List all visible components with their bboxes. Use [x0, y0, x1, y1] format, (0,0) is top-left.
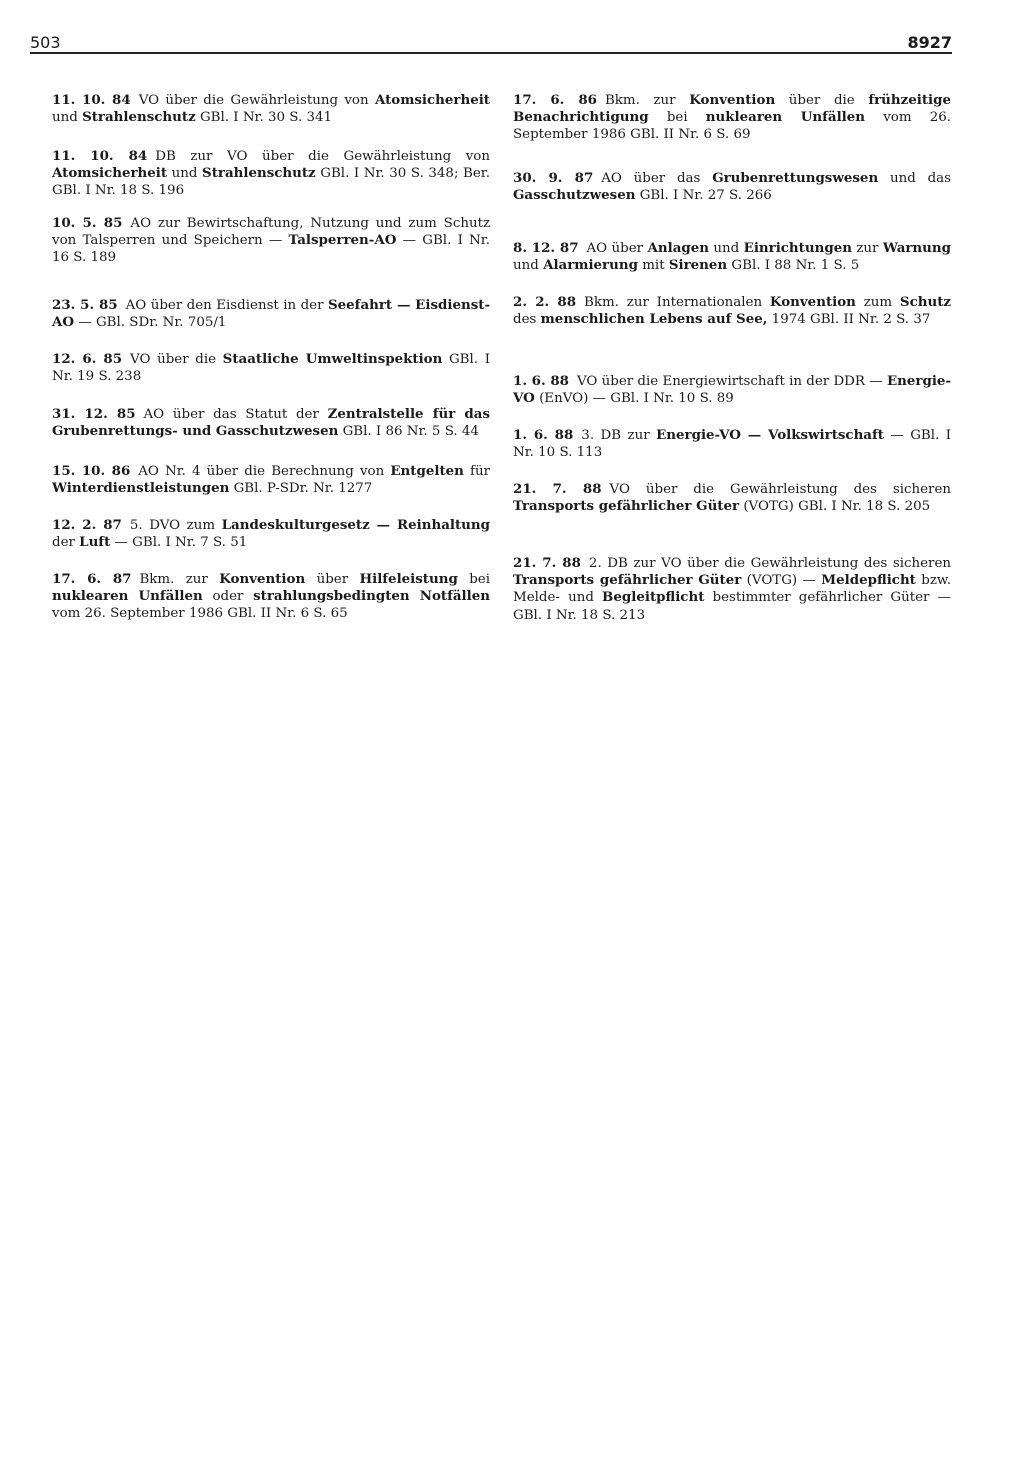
- entry: [513, 170, 951, 204]
- entry-text: (VOTG) —: [741, 573, 822, 589]
- entry-text: (EnVO) — GBl. I Nr. 10 S. 89: [534, 391, 734, 407]
- entry-date: 2. 2. 88: [513, 294, 577, 310]
- entry-text: zum: [855, 295, 900, 310]
- entry-text: VO über die: [130, 352, 223, 367]
- entry: [513, 481, 951, 515]
- entry-text: — GBl. I Nr. 7 S. 51: [110, 535, 248, 551]
- entry-text: Bkm. zur: [139, 572, 220, 587]
- entry-keyword: Energie-VO: [513, 373, 951, 407]
- entry-keyword: Warnung: [882, 240, 952, 256]
- entry-date: 23. 5. 85: [52, 297, 118, 313]
- entry: [52, 92, 490, 126]
- entry-keyword: Landeskulturgesetz — Reinhaltung: [221, 517, 490, 533]
- entry-text: oder: [202, 589, 254, 605]
- entry: [52, 215, 490, 267]
- entry-text: VO über die Gewährleistung des sicheren: [609, 482, 951, 497]
- entry-keyword: Meldepflicht: [821, 572, 916, 589]
- entry-keyword: Schutz: [899, 294, 951, 310]
- entry-keyword: Atomsicherheit: [52, 165, 168, 182]
- entry-text: AO Nr. 4 über die Berechnung von: [138, 464, 391, 479]
- entry-date: 1. 6. 88: [513, 373, 569, 389]
- entry: [513, 373, 951, 407]
- entry-text: bei: [457, 572, 490, 587]
- entry-text: Bkm. zur: [604, 93, 690, 108]
- entry-text: — GBl. SDr. Nr. 705/1: [74, 315, 227, 331]
- entry-text: des: [513, 312, 541, 328]
- entry-date: 17. 6. 86: [513, 92, 597, 108]
- entry-text: GBl. P-SDr. Nr. 1277: [229, 481, 373, 497]
- entry-text: und: [167, 166, 203, 182]
- entry-date: 17. 6. 87: [52, 571, 132, 587]
- entry-text: AO über das Statut der: [143, 407, 328, 422]
- entry-text: 1974 GBl. II Nr. 2 S. 37: [767, 312, 931, 328]
- entry: [52, 517, 490, 551]
- entry-keyword: Grubenrettungswesen: [712, 170, 879, 186]
- entry-date: 31. 12. 85: [52, 406, 136, 422]
- entry-text: 3. DB zur: [581, 428, 657, 443]
- entry-keyword: Transports gefährlicher Güter: [513, 572, 742, 589]
- entry-keyword: Sirenen: [668, 257, 728, 274]
- entry-keyword: nuklearen Unfällen: [705, 109, 866, 126]
- entry-text: AO über das: [601, 171, 713, 186]
- entry-text: und: [709, 241, 744, 256]
- entry-text: — GBl. I Nr. 16 S. 189: [52, 233, 490, 266]
- entry-text: bestimmter gefährlicher Güter — GBl. I Nr. 18 S. 213: [513, 590, 951, 623]
- entry-text: DB zur VO über die Gewährleistung von: [155, 149, 490, 164]
- entry-text: und: [513, 258, 544, 274]
- page-number-left: 503: [30, 33, 61, 52]
- entry-text: 5. DVO zum: [129, 518, 222, 533]
- entry-date: 15. 10. 86: [52, 463, 131, 479]
- entry-text: 2. DB zur VO über die Gewährleistung des sicheren: [588, 556, 952, 571]
- entry-text: bzw. Melde- und: [513, 573, 951, 606]
- entry: [52, 463, 490, 497]
- entry-keyword: Einrichtungen: [743, 240, 852, 256]
- entry-text: über die: [775, 93, 869, 108]
- entry-keyword: Anlagen: [647, 240, 709, 256]
- entry-keyword: strahlungsbedingten Notfällen: [253, 588, 490, 605]
- entry: [52, 406, 490, 440]
- entry-keyword: Talsperren-AO: [288, 232, 397, 249]
- entry-text: und das: [878, 171, 951, 186]
- entry-text: GBl. I Nr. 19 S. 238: [52, 352, 490, 385]
- entry-keyword: Seefahrt — Eisdienst-AO: [52, 297, 490, 331]
- entry-text: zur: [851, 241, 883, 256]
- page-header: [30, 0, 952, 54]
- entry-date: 30. 9. 87: [513, 170, 594, 186]
- entry-text: für: [463, 464, 490, 479]
- entry: [52, 148, 490, 200]
- entry-text: der: [52, 535, 80, 551]
- entry: [52, 297, 490, 331]
- page-number-right: 8927: [907, 33, 952, 52]
- entry: [513, 294, 951, 328]
- entry: [513, 555, 951, 624]
- entry-keyword: Begleitpflicht: [602, 589, 705, 606]
- entry-keyword: Alarmierung: [543, 257, 638, 274]
- entry-keyword: Konvention: [689, 92, 776, 108]
- entry-keyword: Energie-VO — Volkswirtschaft: [656, 427, 884, 443]
- entry-date: 21. 7. 88: [513, 481, 602, 497]
- entry-date: 12. 6. 85: [52, 351, 123, 367]
- entry-date: 12. 2. 87: [52, 517, 122, 533]
- entry-text: GBl. I Nr. 30 S. 348; Ber. GBl. I Nr. 18 S. 196: [52, 166, 490, 199]
- entry-keyword: Strahlenschutz: [82, 109, 196, 126]
- entry: [513, 92, 951, 144]
- entry-keyword: Zentralstelle für das Grubenrettungs- und Gasschutzwesen: [52, 406, 490, 440]
- entry-text: — GBl. I Nr. 10 S. 113: [513, 428, 952, 461]
- entry-date: 10. 5. 85: [52, 215, 123, 231]
- entry-text: und: [52, 110, 83, 126]
- entry-keyword: Winterdienstleistungen: [52, 480, 230, 497]
- entry-text: (VOTG) GBl. I Nr. 18 S. 205: [739, 499, 931, 515]
- entry-text: AO über: [586, 241, 648, 256]
- entry-text: VO über die Energiewirtschaft in der DDR —: [576, 374, 887, 389]
- entry-keyword: Konvention: [769, 294, 856, 310]
- entry-text: Bkm. zur Internationalen: [584, 295, 770, 310]
- entry-keyword: Staatliche Umweltinspektion: [222, 351, 443, 367]
- entry-date: 11. 10. 84: [52, 92, 131, 108]
- entry-text: mit: [637, 258, 669, 274]
- entry-keyword: Gasschutzwesen: [513, 187, 636, 204]
- entry-text: AO zur Bewirtschaftung, Nutzung und zum Schutz von Talsperren und Speichern —: [52, 216, 491, 249]
- entry-date: 11. 10. 84: [52, 148, 148, 164]
- entry: [513, 427, 951, 461]
- entry-keyword: frühzeitige Benachrichtigung: [513, 92, 951, 126]
- entry-keyword: Transports gefährlicher Güter: [513, 498, 740, 515]
- entry-date: 1. 6. 88: [513, 427, 574, 443]
- entry-text: vom 26. September 1986 GBl. II Nr. 6 S. 69: [513, 110, 951, 143]
- entry-text: VO über die Gewährleistung von: [138, 93, 375, 108]
- entry-date: 21. 7. 88: [513, 555, 581, 571]
- entry: [52, 351, 490, 385]
- entry-keyword: Entgelten: [390, 463, 464, 479]
- entry-keyword: Atomsicherheit: [374, 92, 490, 108]
- entry-keyword: Luft: [79, 534, 111, 551]
- entry-keyword: nuklearen Unfällen: [52, 588, 203, 605]
- entry-text: vom 26. September 1986 GBl. II Nr. 6 S. 65: [52, 606, 348, 622]
- entry-date: 8. 12. 87: [513, 240, 579, 256]
- entry-keyword: menschlichen Lebens auf See,: [540, 311, 768, 328]
- entry-keyword: Konvention: [219, 571, 306, 587]
- entry-text: bei: [648, 110, 706, 126]
- entry-text: GBl. I Nr. 27 S. 266: [635, 188, 772, 204]
- entry-text: über: [305, 572, 360, 587]
- entry: [513, 240, 951, 274]
- entry-text: GBl. I 86 Nr. 5 S. 44: [338, 424, 479, 440]
- entry: [52, 571, 490, 623]
- entry-text: AO über den Eisdienst in der: [125, 298, 328, 313]
- entry-text: GBl. I 88 Nr. 1 S. 5: [727, 258, 860, 274]
- entry-keyword: Hilfeleistung: [359, 571, 458, 587]
- entry-text: GBl. I Nr. 30 S. 341: [195, 110, 333, 126]
- entry-keyword: Strahlenschutz: [202, 165, 316, 182]
